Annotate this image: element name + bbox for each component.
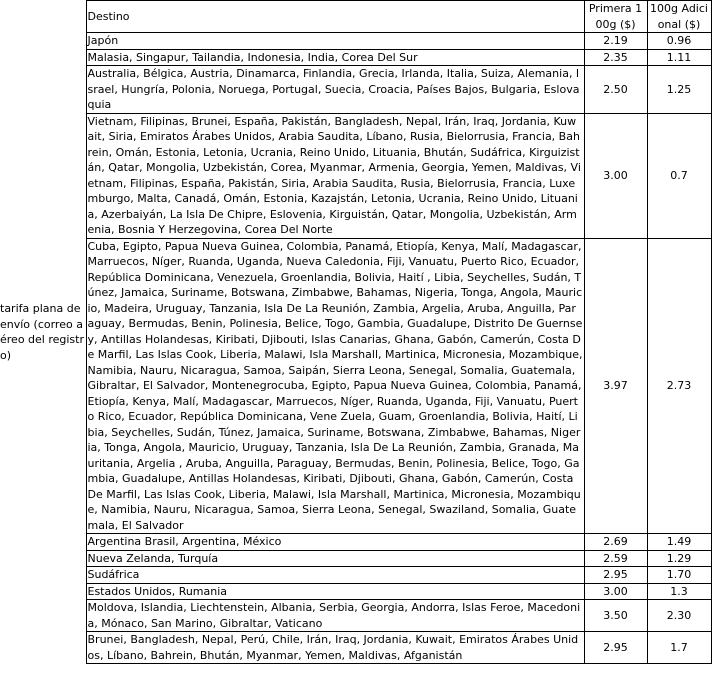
header-row (0, 1, 711, 33)
adicional-cell: 1.11 (647, 49, 711, 66)
table-row (0, 238, 711, 534)
primera-cell: 2.35 (584, 49, 647, 66)
service-label: tarifa plana de envío (correo aéreo del registro) (0, 302, 84, 362)
destino-cell: Japón (86, 33, 584, 50)
header-primera: Primera 100g ($) (584, 1, 647, 33)
table-row (0, 600, 711, 632)
destino-cell: Vietnam, Filipinas, Brunei, España, Pakistán, Bangladesh, Nepal, Irán, Iraq, Jordania, Kuwait, Siria, Emiratos Árabes Unidos, Arabia Saudita, Líbano, Rusia, Bielorrusia, Francia, Bahrein, Omán, Estonia, Letonia, Ucrania, Reino Unido, Lituania, Bhután, Sudáfrica, Kirguizistán, Qatar, Mongolia, Uzbekistán, Corea, Myanmar, Armenia, Georgia, Yemen, Maldivas, Vietnam, Filipinas, España, Pakistán, Siria, Arabia Saudita, Rusia, Bielorrusia, Francia, Luxemburgo, Malta, Canadá, Omán, Estonia, Kazajstán, Letonia, Ucrania, Reino Unido, Lituania, Azerbaiyán, La Isla De Chipre, Eslovenia, Kirguistán, Qatar, Mongolia, Uzbekistán, Armenia, Bosnia Y Herzegovina, Corea Del Norte (86, 113, 584, 238)
adicional-cell: 0.96 (647, 33, 711, 50)
table-row (0, 534, 711, 551)
table-row (0, 632, 711, 664)
primera-cell: 2.95 (584, 632, 647, 664)
primera-cell: 2.59 (584, 550, 647, 567)
primera-cell: 2.50 (584, 66, 647, 114)
table-row (0, 583, 711, 600)
destino-cell: Argentina Brasil, Argentina, México (86, 534, 584, 551)
destino-cell: Cuba, Egipto, Papua Nueva Guinea, Colombia, Panamá, Etiopía, Kenya, Malí, Madagascar, Marruecos, Níger, Ruanda, Uganda, Nueva Caledonia, Fiji, Vanuatu, Puerto Rico, Ecuador, República Dominicana, Venezuela, Groenlandia, Bolivia, Haití , Libia, Seychelles, Sudán, Túnez, Jamaica, Suriname, Botswana, Zimbabwe, Bahamas, Nigeria, Tonga, Angola, Mauricio, Madeira, Uruguay, Tanzania, Isla De La Reunión, Zambia, Argelia, Aruba, Anguilla, Paraguay, Bermudas, Benin, Polinesia, Belice, Togo, Gambia, Guadalupe, Distrito De Guernsey, Antillas Holandesas, Kiribati, Djibouti, Islas Canarias, Ghana, Gabón, Camerún, Costa De Marfil, Las Islas Cook, Liberia, Malawi, Isla Marshall, Martinica, Micronesia, Mozambique, Namibia, Nauru, Nicaragua, Samoa, Saipán, Sierra Leona, Senegal, Somalia, Guatemala, Gibraltar, El Salvador, Montenegrocuba, Egipto, Papua Nueva Guinea, Colombia, Panamá, Etiopía, Kenya, Malí, Madagascar, Marruecos, Níger, Ruanda, Uganda, Fiji, Vanuatu, Puerto Rico, Ecuador, República Dominicana, Vene Zuela, Guam, Groenlandia, Bolivia, Haití, Libia, Seychelles, Sudán, Túnez, Jamaica, Suriname, Botswana, Zimbabwe, Bahamas, Nigeria, Tonga, Angola, Mauricio, Uruguay, Tanzania, Isla De La Reunión, Zambia, Granada, Mauritania, Argelia , Aruba, Anguilla, Paraguay, Bermudas, Benin, Polinesia, Belice, Togo, Gambia, Guadalupe, Antillas Holandesas, Kiribati, Djibouti, Ghana, Gabón, Camerún, Costa De Marfil, Las Islas Cook, Liberia, Malawi, Isla Marshall, Martinica, Micronesia, Mozambique, Namibia, Nauru, Nicaragua, Samoa, Sierra Leona, Senegal, Swaziland, Somalia, Guatemala, El Salvador (87, 239, 583, 532)
service-label-cell (0, 1, 86, 664)
primera-cell: 3.97 (584, 238, 647, 534)
adicional-cell: 2.73 (647, 238, 711, 534)
primera-cell: 3.00 (584, 113, 647, 238)
header-adicional: 100g Adicional ($) (647, 1, 711, 33)
table-row (0, 113, 711, 238)
adicional-cell: 1.7 (647, 632, 711, 664)
table-row (0, 567, 711, 584)
adicional-cell: 1.49 (647, 534, 711, 551)
destino-cell: Moldova, Islandia, Liechtenstein, Albania, Serbia, Georgia, Andorra, Islas Feroe, Macedonia, Mónaco, San Marino, Gibraltar, Vaticano (86, 600, 584, 632)
primera-cell: 3.50 (584, 600, 647, 632)
primera-cell: 2.19 (584, 33, 647, 50)
adicional-cell: 1.3 (647, 583, 711, 600)
header-destino: Destino (86, 1, 584, 33)
primera-cell: 3.00 (584, 583, 647, 600)
destino-cell: Malasia, Singapur, Tailandia, Indonesia, India, Corea Del Sur (86, 49, 584, 66)
adicional-cell: 0.7 (647, 113, 711, 238)
destino-cell: Brunei, Bangladesh, Nepal, Perú, Chile, Irán, Iraq, Jordania, Kuwait, Emiratos Árabes Unidos, Líbano, Bahrein, Bhután, Myanmar, Yemen, Maldivas, Afganistán (86, 632, 584, 664)
destino-cell: Nueva Zelanda, Turquía (86, 550, 584, 567)
adicional-cell: 1.70 (647, 567, 711, 584)
adicional-cell: 2.30 (647, 600, 711, 632)
adicional-cell: 1.29 (647, 550, 711, 567)
adicional-cell: 1.25 (647, 66, 711, 114)
table-row (0, 49, 711, 66)
destino-cell: Australia, Bélgica, Austria, Dinamarca, Finlandia, Grecia, Irlanda, Italia, Suiza, Alemania, Israel, Hungría, Polonia, Noruega, Portugal, Suecia, Croacia, Países Bajos, Bulgaria, Eslovaquia (86, 66, 584, 114)
table-row (0, 66, 711, 114)
primera-cell: 2.69 (584, 534, 647, 551)
destino-cell: Sudáfrica (86, 567, 584, 584)
destino-cell: Estados Unidos, Rumania (86, 583, 584, 600)
primera-cell: 2.95 (584, 567, 647, 584)
table-row (0, 33, 711, 50)
table-row (0, 550, 711, 567)
